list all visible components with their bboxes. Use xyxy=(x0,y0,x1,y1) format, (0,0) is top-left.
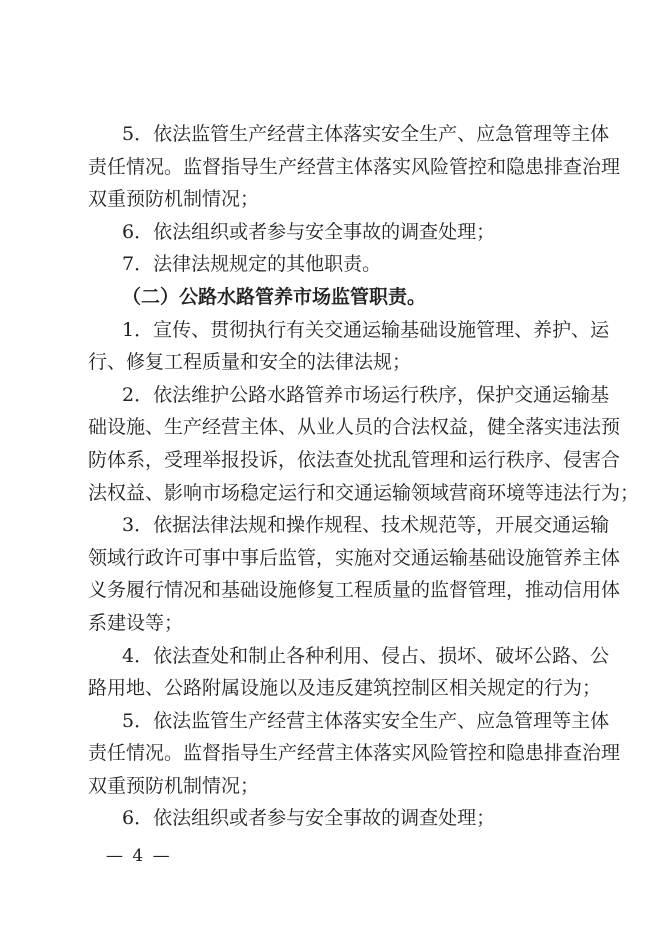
text-line: 系建设等； xyxy=(88,611,184,634)
text-line: 责任情况。监督指导生产经营主体落实风险管控和隐患排查治理 xyxy=(88,155,621,178)
text-line: 防体系，受理举报投诉，依法查处扰乱管理和运行秩序、侵害合 xyxy=(88,448,621,471)
text-line: 双重预防机制情况； xyxy=(88,188,260,211)
section-heading xyxy=(88,281,576,314)
text-line: （二）公路水路管养市场监管职责。 xyxy=(122,285,427,308)
text-line: 6．依法组织或者参与安全事故的调查处理； xyxy=(122,807,496,830)
text-line: 5．依法监管生产经营主体落实安全生产、应急管理等主体 xyxy=(122,709,610,732)
text-line: 6．依法组织或者参与安全事故的调查处理； xyxy=(122,220,496,243)
paragraph xyxy=(88,509,621,639)
text-line: 3．依据法律法规和操作规程、技术规范等，开展交通运输 xyxy=(122,514,610,537)
text-line: 责任情况。监督指导生产经营主体落实风险管控和隐患排查治理 xyxy=(88,742,621,765)
text-line: 4．依法查处和制止各种利用、侵占、损坏、破坏公路、公 xyxy=(122,644,610,667)
paragraph xyxy=(88,216,576,249)
text-line: 领域行政许可事中事后监管，实施对交通运输基础设施管养主体 xyxy=(88,546,621,569)
paragraph xyxy=(88,314,610,379)
text-line: 路用地、公路附属设施以及违反建筑控制区相关规定的行为； xyxy=(88,677,602,700)
text-line: 双重预防机制情况； xyxy=(88,774,260,797)
paragraph xyxy=(88,248,576,281)
paragraph xyxy=(88,118,621,216)
paragraph xyxy=(88,379,640,509)
text-line: 5．依法监管生产经营主体落实安全生产、应急管理等主体 xyxy=(122,123,610,145)
text-line: 2．依法维护公路水路管养市场运行秩序，保护交通运输基 xyxy=(122,383,610,406)
text-line: 7．法律法规规定的其他职责。 xyxy=(122,253,382,276)
paragraph xyxy=(88,802,576,835)
text-line: 义务履行情况和基础设施修复工程质量的监督管理，推动信用体 xyxy=(88,579,621,602)
document-body xyxy=(88,118,640,835)
text-line: 1．宣传、贯彻执行有关交通运输基础设施管理、养护、运 xyxy=(122,318,610,341)
text-line: 行、修复工程质量和安全的法律法规； xyxy=(88,351,412,374)
paragraph xyxy=(88,705,621,803)
text-line: 础设施、生产经营主体、从业人员的合法权益，健全落实违法预 xyxy=(88,416,621,439)
text-line: 法权益、影响市场稳定运行和交通运输领域营商环境等违法行为； xyxy=(88,481,640,504)
page-number: — 4 — xyxy=(106,846,172,866)
paragraph xyxy=(88,640,610,705)
